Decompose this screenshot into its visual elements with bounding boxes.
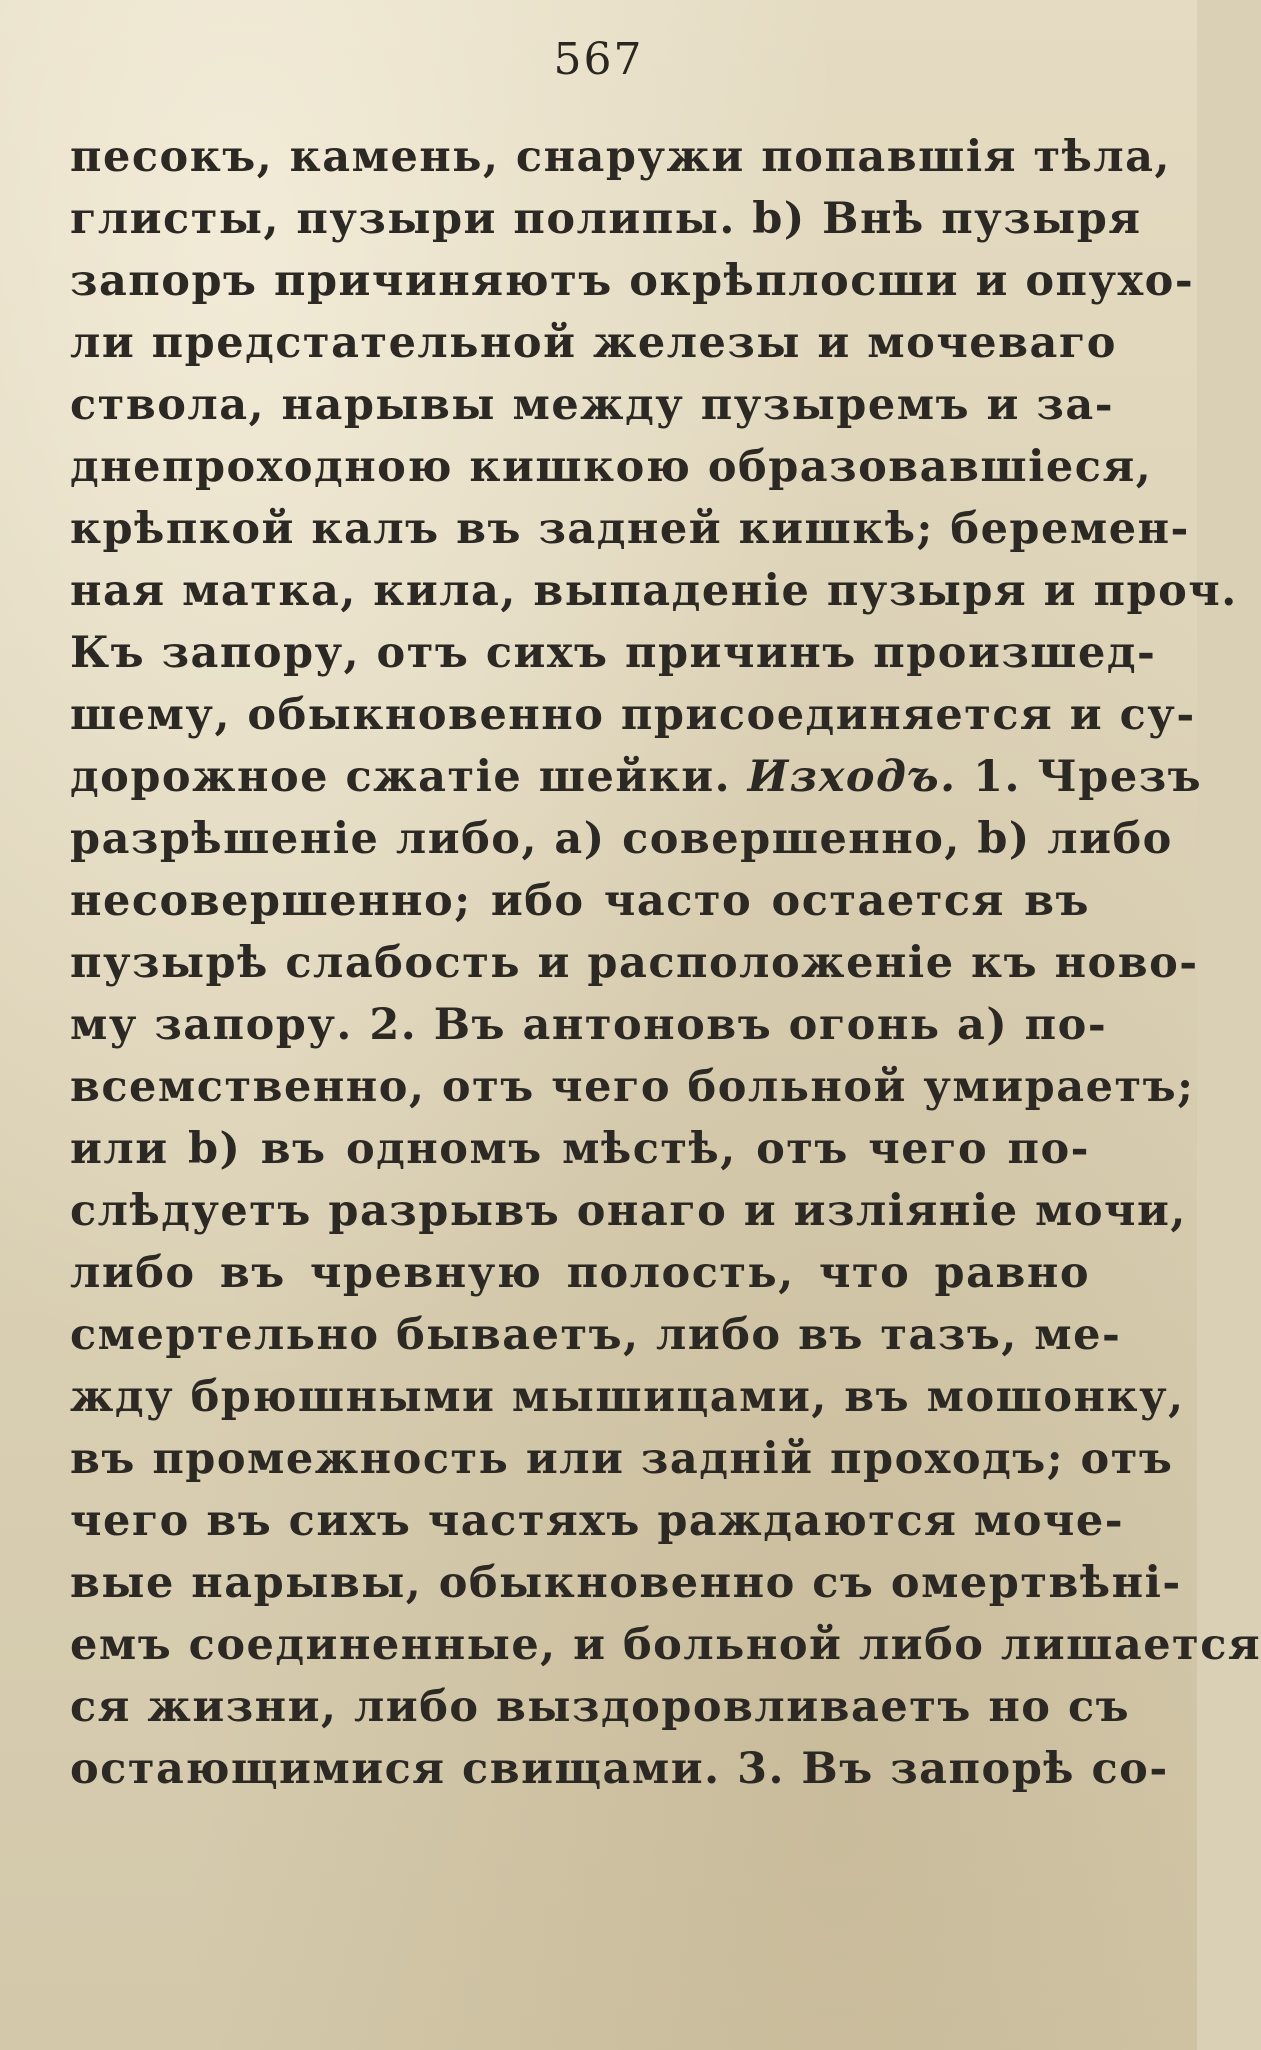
text-line: въ промежность или задній проходъ; отъ [70,1434,1174,1484]
text-line: крѣпкой калъ въ задней кишкѣ; беремен- [70,504,1190,554]
text-line: ная матка, кила, выпаденіе пузыря и проч. [70,566,1238,616]
page-number: 567 [553,34,644,85]
text-line: ся жизни, либо выздоровливаетъ но съ [70,1682,1131,1732]
text-line-with-italic [70,746,1203,808]
text-line: разрѣшеніе либо, a) совершенно, b) либо [70,814,1173,864]
text-line: либо въ чревную полость, что равно [70,1248,1090,1298]
text-line: Къ запору, отъ сихъ причинъ произшед- [70,628,1157,678]
text-line: запоръ причиняютъ окрѣплосши и опухо- [70,256,1195,306]
text-line: жду брюшными мышицами, въ мошонку, [70,1372,1185,1422]
text-line: слѣдуетъ разрывъ онаго и изліяніе мочи, [70,1186,1187,1236]
body-text [70,126,1261,1800]
text-line: ли предстательной железы и мочеваго [70,318,1117,368]
text-line: несовершенно; ибо часто остается въ [70,876,1090,926]
text-line: ствола, нарывы между пузыремъ и за- [70,380,1115,430]
text-line: днепроходною кишкою образовавшіеся, [70,442,1153,492]
italic-term: Изходъ. [747,752,957,802]
text-line: смертельно бываетъ, либо въ тазъ, ме- [70,1310,1122,1360]
text-line: остающимися свищами. 3. Въ запорѣ со- [70,1744,1169,1794]
text-line: му запору. 2. Въ антоновъ огонь a) по- [70,1000,1108,1050]
text-line: вые нарывы, обыкновенно съ омертвѣні- [70,1558,1182,1608]
text-line: пузырѣ слабость и расположеніе къ ново- [70,938,1199,988]
text-segment: дорожное сжатіе шейки. [70,752,732,802]
text-line: всемственно, отъ чего больной умираетъ; [70,1062,1195,1112]
text-line: песокъ, камень, снаружи попавшія тѣла, [70,132,1171,182]
text-line: или b) въ одномъ мѣстѣ, отъ чего по- [70,1124,1090,1174]
text-segment: 1. Чрезъ [973,752,1203,802]
text-line: емъ соединенные, и больной либо лишается [70,1620,1261,1670]
text-line: глисты, пузыри полипы. b) Внѣ пузыря [70,194,1142,244]
text-line: чего въ сихъ частяхъ раждаются моче- [70,1496,1125,1546]
text-line: шему, обыкновенно присоединяется и су- [70,690,1196,740]
